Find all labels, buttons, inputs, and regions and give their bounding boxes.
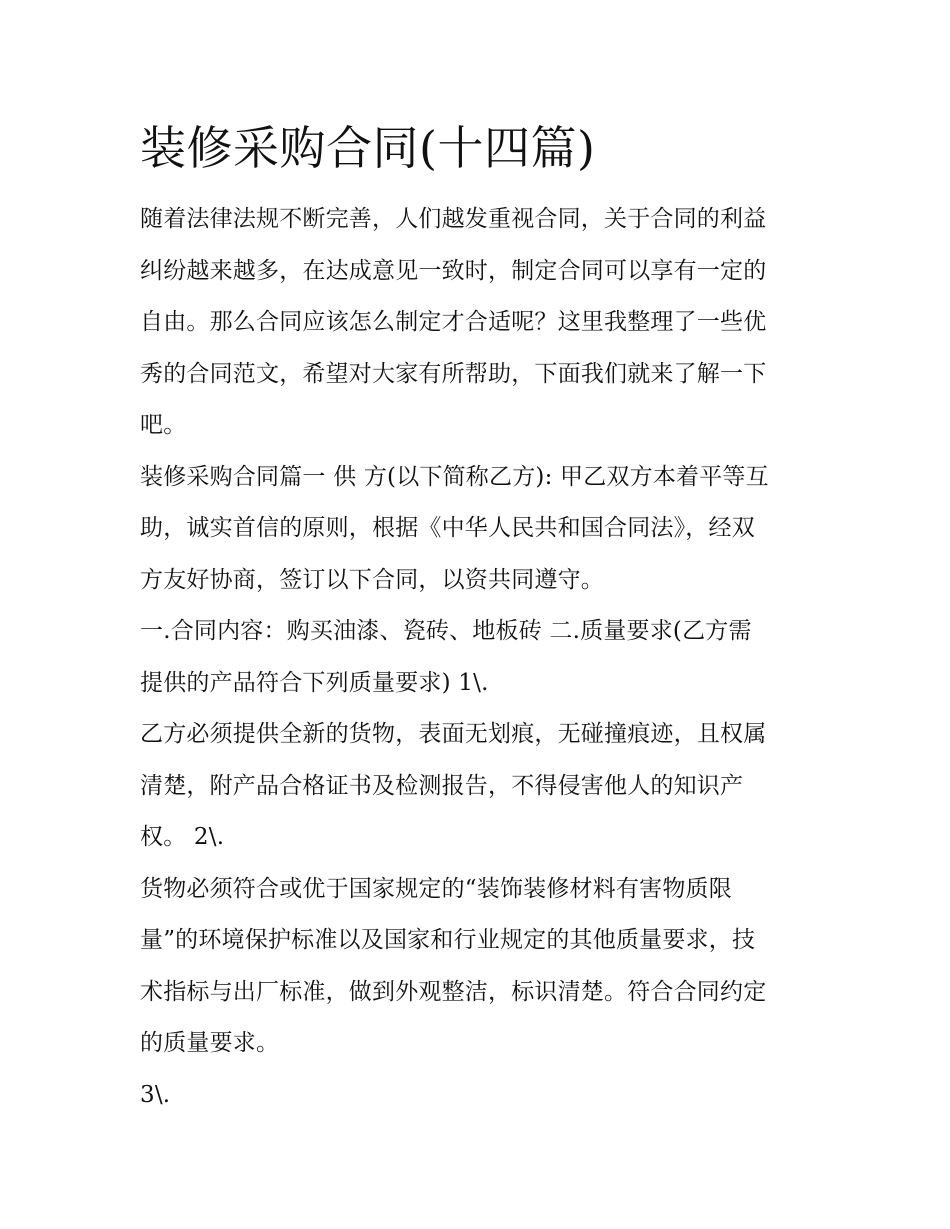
text-line: 装修采购合同篇一 供 方(以下简称乙方): 甲乙双方本着平等互 <box>140 463 769 490</box>
text-line: 清楚，附产品合格证书及检测报告，不得侵害他人的知识产 <box>140 772 744 799</box>
text-line: 权。 2\. <box>140 824 225 850</box>
text-line: 的质量要求。 <box>140 1030 280 1056</box>
paragraph-quality-two <box>140 864 812 1070</box>
text-line: 吧。 <box>140 412 187 438</box>
text-line: 纠纷越来越多，在达成意见一致时，制定合同可以享有一定的 <box>140 257 767 284</box>
paragraph-contract-one <box>140 452 812 607</box>
text-line: 提供的产品符合下列质量要求) 1\. <box>140 669 489 696</box>
document-title: 装修采购合同(十四篇) <box>140 121 596 175</box>
text-line: 术指标与出厂标准，做到外观整洁，标识清楚。符合合同约定 <box>140 978 767 1005</box>
text-line: 货物必须符合或优于国家规定的“装饰装修材料有害物质限 <box>140 875 732 902</box>
paragraph-contract-content <box>140 606 812 709</box>
text-line: 3\. <box>140 1081 171 1108</box>
text-line: 乙方必须提供全新的货物，表面无划痕，无碰撞痕迹，且权属 <box>140 721 767 747</box>
document-content <box>140 112 812 1121</box>
text-line: 秀的合同范文，希望对大家有所帮助，下面我们就来了解一下 <box>140 360 767 387</box>
text-line: 自由。那么合同应该怎么制定才合适呢？这里我整理了一些优 <box>140 309 767 335</box>
paragraph-quality-one <box>140 709 812 864</box>
text-line: 助，诚实首信的原则，根据《中华人民共和国合同法》，经双 <box>140 515 755 541</box>
paragraph-intro <box>140 194 812 452</box>
text-line: 随着法律法规不断完善，人们越发重视合同，关于合同的利益 <box>140 206 767 232</box>
text-line: 一.合同内容：购买油漆、瓷砖、地板砖 二.质量要求(乙方需 <box>140 618 752 644</box>
text-line: 量”的环境保护标准以及国家和行业规定的其他质量要求，技 <box>140 927 756 953</box>
text-line: 方友好协商，签订以下合同，以资共同遵守。 <box>140 566 604 593</box>
paragraph-item-three <box>140 1070 812 1122</box>
